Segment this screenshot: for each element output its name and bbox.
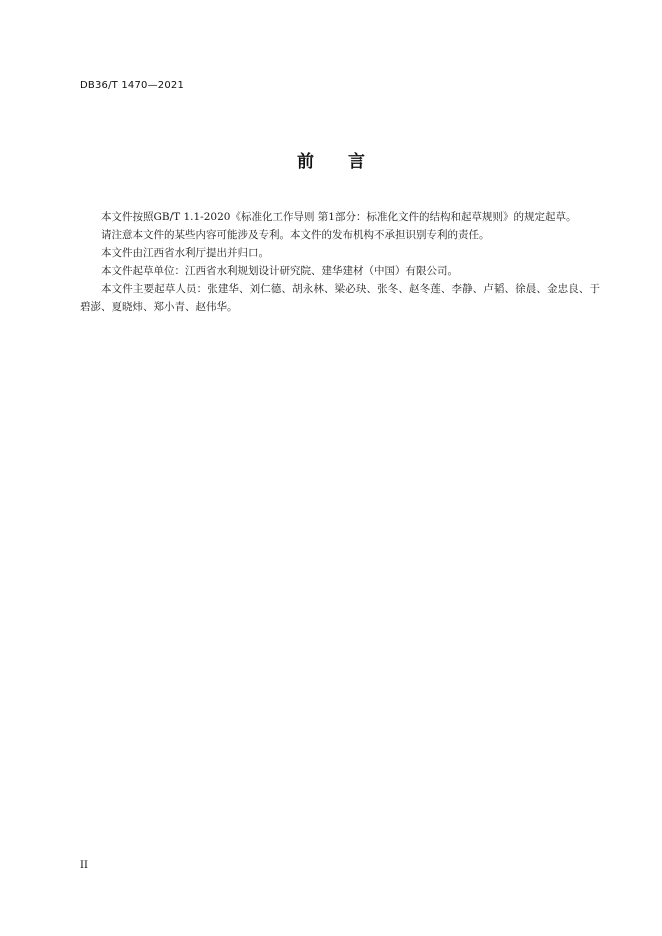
title-char-2: 言: [348, 152, 365, 172]
page-title: [0, 147, 662, 172]
paragraph-drafters: 本文件主要起草人员：张建华、刘仁德、胡永林、梁必玦、张冬、赵冬莲、李静、卢韬、徐晨、金忠良、于碧澎、夏晓炜、郑小青、赵伟华。: [80, 283, 600, 313]
foreword-body: [80, 208, 600, 316]
paragraph-proposer: 本文件由江西省水利厅提出并归口。: [101, 247, 269, 259]
standard-code: DB36/T 1470—2021: [80, 80, 185, 91]
paragraph-drafting-units: 本文件起草单位：江西省水利规划设计研究院、建华建材（中国）有限公司。: [101, 265, 458, 277]
paragraph-patent-notice: 请注意本文件的某些内容可能涉及专利。本文件的发布机构不承担识别专利的责任。: [101, 229, 490, 241]
title-char-1: 前: [297, 152, 314, 172]
page-number: II: [80, 860, 88, 871]
paragraph-drafting-rules: 本文件按照GB/T 1.1-2020《标准化工作导则 第1部分：标准化文件的结构和起草规则》的规定起草。: [101, 211, 577, 223]
